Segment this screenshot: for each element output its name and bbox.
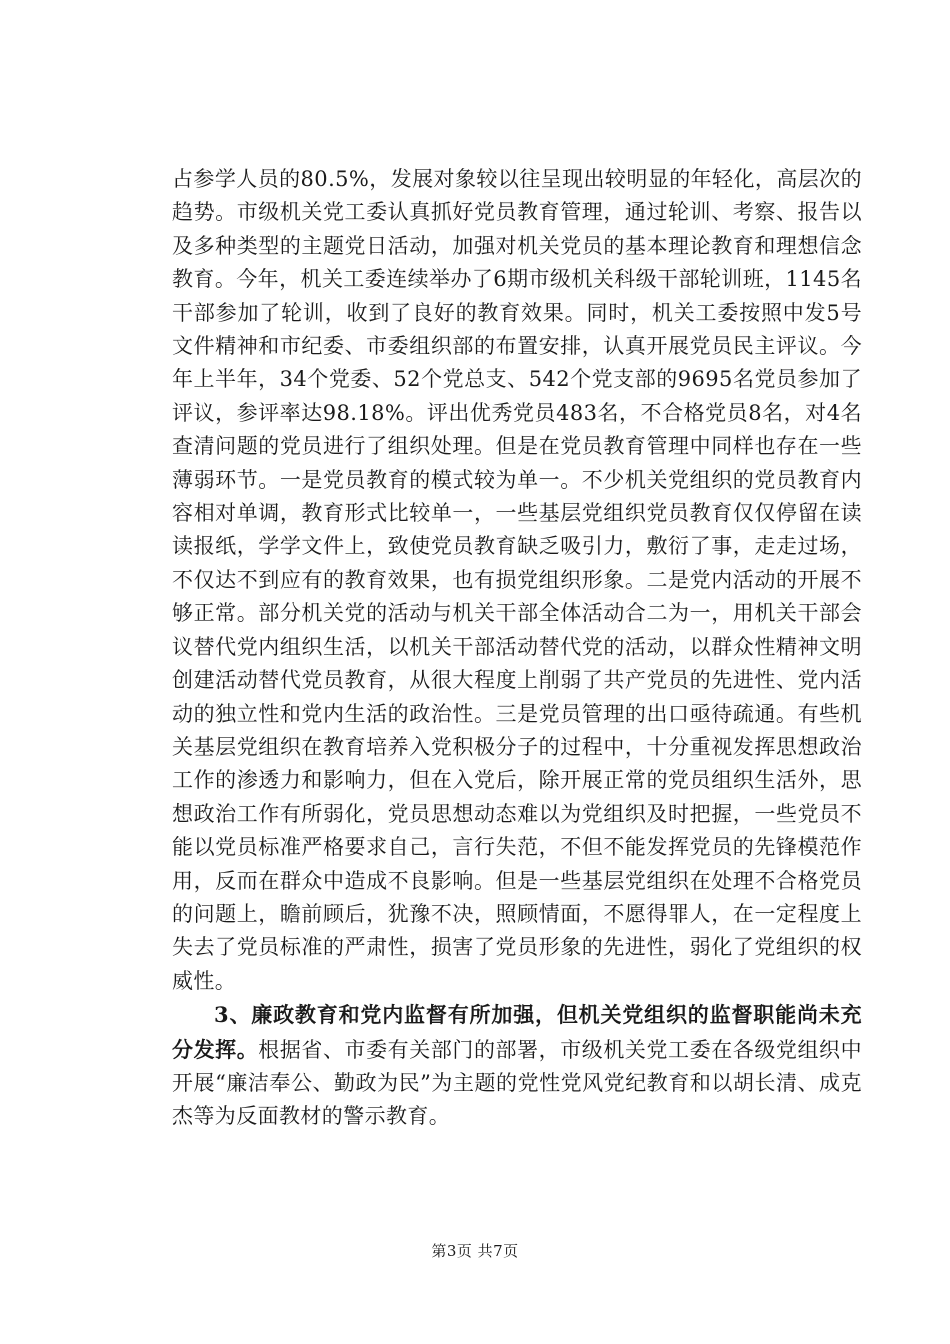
paragraph-1	[172, 162, 862, 998]
paragraph-2	[172, 998, 862, 1134]
paragraph-1-text: 占参学人员的80.5%，发展对象较以往呈现出较明显的年轻化，高层次的趋势。市级机关党工委认真抓好党员教育管理，通过轮训、考察、报告以及多种类型的主题党日活动，加强对机关党员的基本理论教育和理想信念教育。今年，机关工委连续举办了6期市级机关科级干部轮训班，1145名干部参加了轮训，收到了良好的教育效果。同时，机关工委按照中发5号文件精神和市纪委、市委组织部的布置安排，认真开展党员民主评议。今年上半年，34个党委、52个党总支、542个党支部的9695名党员参加了评议，参评率达98.18%。评出优秀党员483名，不合格党员8名，对4名查清问题的党员进行了组织处理。但是在党员教育管理中同样也存在一些薄弱环节。一是党员教育的模式较为单一。不少机关党组织的党员教育内容相对单调，教育形式比较单一，一些基层党组织党员教育仅仅停留在读读报纸，学学文件上，致使党员教育缺乏吸引力，敷衍了事，走走过场，不仅达不到应有的教育效果，也有损党组织形象。二是党内活动的开展不够正常。部分机关党的活动与机关干部全体活动合二为一，用机关干部会议替代党内组织生活，以机关干部活动替代党的活动，以群众性精神文明创建活动替代党员教育，从很大程度上削弱了共产党员的先进性、党内活动的独立性和党内生活的政治性。三是党员管理的出口亟待疏通。有些机关基层党组织在教育培养入党积极分子的过程中，十分重视发挥思想政治工作的渗透力和影响力，但在入党后，除开展正常的党员组织生活外，思想政治工作有所弱化，党员思想动态难以为党组织及时把握，一些党员不能以党员标准严格要求自己，言行失范，不但不能发挥党员的先锋模范作用，反而在群众中造成不良影响。但是一些基层党组织在处理不合格党员的问题上，瞻前顾后，犹豫不决，照顾情面，不愿得罪人，在一定程度上失去了党员标准的严肃性，损害了党员形象的先进性，弱化了党组织的权威性。	[172, 167, 862, 993]
paragraph-2-heading: 3、廉政教育和党内监督有所加强，但机关党组织的监督职能尚未充分发挥。	[172, 1002, 862, 1062]
paragraph-2-text: 根据省、市委有关部门的部署，市级机关党工委在各级党组织中开展“廉洁奉公、勤政为民”为主题的党性党风党纪教育和以胡长清、成克杰等为反面教材的警示教育。	[172, 1037, 862, 1129]
document-body	[172, 162, 862, 1134]
page-footer: 第3页 共7页	[431, 1242, 519, 1260]
